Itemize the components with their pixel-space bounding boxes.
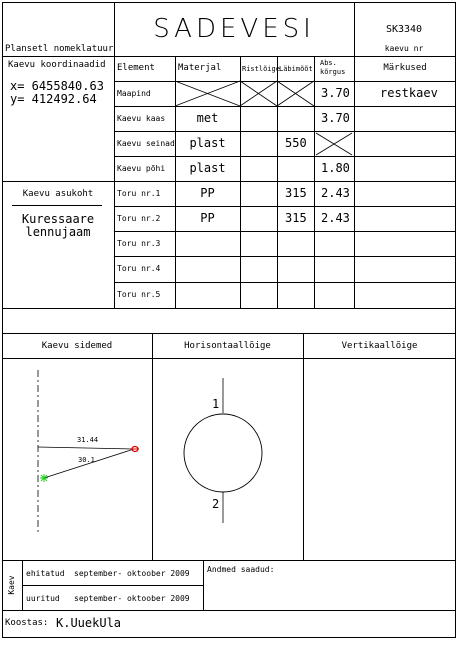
built-value: september- oktoober 2009	[74, 569, 190, 578]
data-source-label: Andmed saadud:	[207, 565, 275, 574]
divider	[2, 560, 456, 561]
well-id-label: kaevu nr	[384, 44, 424, 53]
header-cross-section: Ristlõige	[242, 65, 280, 73]
header-remarks: Märkused	[383, 63, 427, 73]
row-diameter: 315	[285, 186, 307, 200]
row-element: Kaevu põhi	[117, 164, 166, 173]
row-element: Toru nr.5	[117, 290, 161, 299]
built-label: ehitatud	[26, 569, 65, 578]
header-element: Element	[117, 63, 155, 73]
location-line-2: lennujaam	[25, 225, 91, 239]
tie-distance-2: 30.1	[78, 456, 95, 464]
row-element: Toru nr.4	[117, 264, 161, 273]
row-abs: 3.70	[321, 111, 350, 125]
coordinate-x: x= 6455840.63	[10, 79, 104, 93]
row-element: Maapind	[117, 89, 151, 98]
divider	[203, 560, 204, 610]
pipe-2-label: 2	[212, 497, 220, 511]
header-material: Materjal	[178, 63, 222, 73]
header-abs-height-1: Abs.	[320, 59, 337, 67]
row-material: PP	[200, 186, 215, 200]
side-label: Kaev	[7, 575, 16, 595]
row-element: Toru nr.2	[117, 214, 161, 223]
row-abs: 1.80	[321, 161, 350, 175]
row-element: Kaevu kaas	[117, 114, 166, 123]
row-material: met	[196, 111, 219, 125]
measured-label: uuritud	[26, 594, 60, 603]
page-title: SADEVESI	[153, 14, 315, 44]
measured-value: september- oktoober 2009	[74, 594, 190, 603]
row-abs: 2.43	[321, 211, 350, 225]
location-line-1: Kuressaare	[21, 212, 95, 226]
row-element: Toru nr.1	[117, 189, 161, 198]
section-vertical-label: Vertikaallõige	[341, 341, 418, 351]
section-horizontal-label: Horisontaallõige	[184, 341, 271, 351]
header-diameter: Läbimõõt	[279, 65, 313, 73]
row-diameter: 550	[285, 136, 307, 150]
location-label: Kaevu asukoht	[22, 189, 94, 199]
row-element: Kaevu seinad	[117, 139, 175, 148]
header-abs-height-2: kõrgus	[320, 68, 346, 76]
coordinate-y: y= 412492.64	[10, 92, 97, 106]
row-material: plast	[189, 136, 226, 150]
well-id: SK3340	[385, 24, 423, 35]
row-abs: 3.70	[321, 86, 350, 100]
author-label: Koostas:	[5, 618, 49, 628]
row-material: plast	[189, 161, 226, 175]
divider	[22, 585, 203, 586]
row-material: PP	[200, 211, 215, 225]
coordinates-label: Kaevu koordinaadid	[8, 60, 106, 70]
section-ties-label: Kaevu sidemed	[41, 341, 113, 351]
row-remarks: restkaev	[380, 86, 438, 100]
divider	[2, 610, 456, 611]
tie-distance-1: 31.44	[77, 436, 99, 444]
row-abs: 2.43	[321, 186, 350, 200]
pipe-1-label: 1	[212, 397, 220, 411]
row-diameter: 315	[285, 211, 307, 225]
nomenclature-label: Plansetl nomeklatuur	[5, 44, 114, 54]
author-value: K.UuekUla	[56, 616, 122, 630]
row-element: Toru nr.3	[117, 239, 161, 248]
